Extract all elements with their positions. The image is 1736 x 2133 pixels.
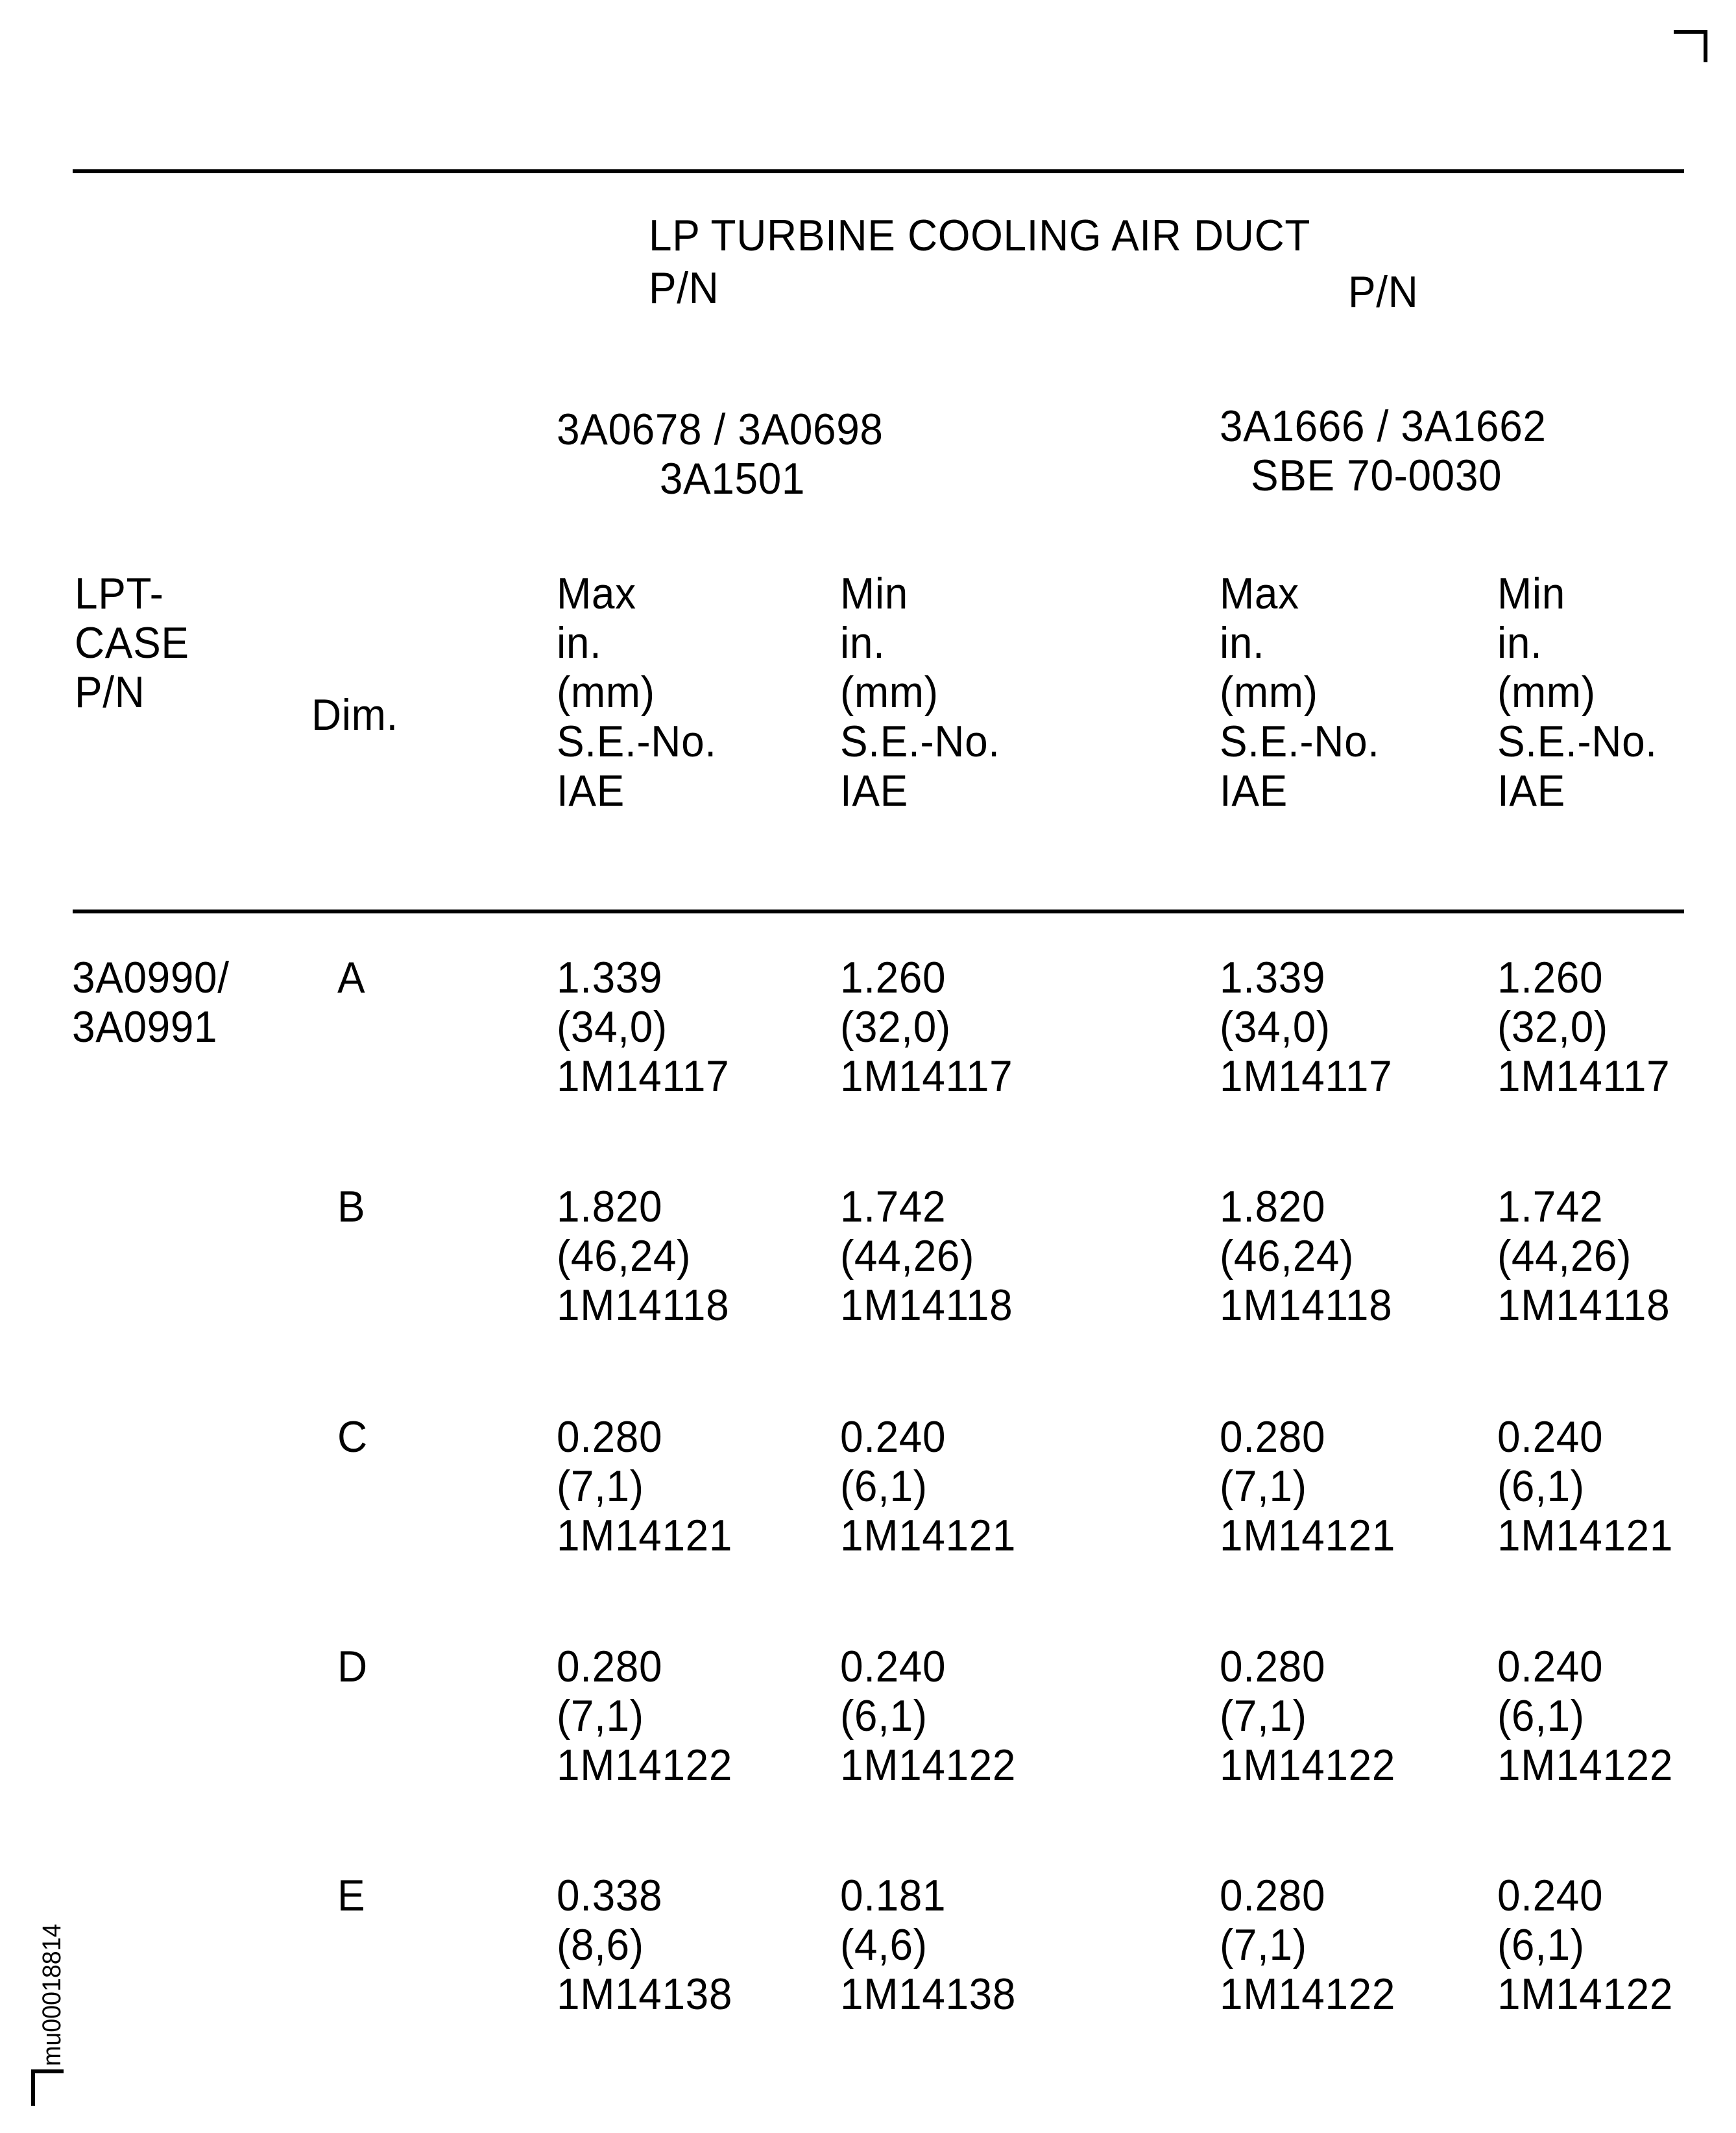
horizontal-rule-top — [73, 169, 1684, 173]
value-mm: (6,1) — [1497, 1462, 1585, 1511]
value-se-no: 1M14138 — [557, 1970, 733, 2019]
column-header-max-left — [557, 569, 717, 815]
crop-mark-top-right-horizontal — [1674, 30, 1707, 34]
horizontal-rule-header — [73, 910, 1684, 913]
value-mm: (6,1) — [1497, 1920, 1585, 1970]
pn-label-right: P/N — [1348, 267, 1419, 317]
col1-line-in: in. — [840, 618, 886, 668]
value-se-no: 1M14122 — [1220, 1741, 1396, 1790]
value-mm: (34,0) — [1220, 1002, 1331, 1052]
value-se-no: 1M14122 — [1497, 1741, 1674, 1790]
value-mm: (7,1) — [557, 1691, 644, 1741]
col2-line-mm: (mm) — [1220, 668, 1318, 717]
cell-a-min-right — [1497, 953, 1670, 1101]
case-header-line2: CASE — [75, 618, 189, 668]
col0-line-max: Max — [557, 569, 636, 618]
cell-a-max-left — [557, 953, 729, 1101]
cell-a-max-right — [1220, 953, 1392, 1101]
crop-mark-top-right-vertical — [1704, 30, 1707, 62]
cell-b-max-right — [1220, 1182, 1392, 1330]
value-mm: (44,26) — [1497, 1231, 1632, 1281]
value-se-no: 1M14118 — [557, 1281, 730, 1330]
dim-letter-e: E — [337, 1871, 366, 1920]
value-mm: (8,6) — [557, 1920, 644, 1970]
value-in: 1.820 — [1220, 1182, 1326, 1231]
column-header-max-right — [1220, 569, 1380, 815]
value-mm: (6,1) — [840, 1691, 928, 1741]
value-mm: (7,1) — [1220, 1462, 1307, 1511]
cell-c-max-left — [557, 1412, 732, 1560]
crop-mark-bottom-left-vertical — [31, 2069, 35, 2106]
part-group-right-line1: 3A1666 / 3A1662 — [1220, 402, 1547, 451]
value-in: 1.260 — [840, 953, 946, 1002]
col1-line-seno: S.E.-No. — [840, 717, 1000, 766]
value-se-no: 1M14121 — [1220, 1511, 1396, 1560]
value-in: 0.240 — [840, 1642, 946, 1691]
case-header-line1: LPT- — [75, 569, 164, 618]
cell-d-max-left — [557, 1642, 732, 1790]
cell-c-min-right — [1497, 1412, 1673, 1560]
cell-d-min-left — [840, 1642, 1016, 1790]
col1-line-iae: IAE — [840, 766, 908, 815]
value-se-no: 1M14117 — [557, 1052, 730, 1101]
col0-line-iae: IAE — [557, 766, 625, 815]
case-pn-line1: 3A0990/ — [72, 953, 230, 1002]
value-mm: (7,1) — [1220, 1920, 1307, 1970]
value-mm: (6,1) — [840, 1462, 928, 1511]
cell-e-max-right — [1220, 1871, 1395, 2019]
cell-d-min-right — [1497, 1642, 1673, 1790]
value-mm: (6,1) — [1497, 1691, 1585, 1741]
value-in: 0.280 — [557, 1412, 663, 1462]
value-in: 0.280 — [1220, 1412, 1326, 1462]
value-in: 0.240 — [1497, 1642, 1604, 1691]
value-se-no: 1M14118 — [840, 1281, 1013, 1330]
value-mm: (44,26) — [840, 1231, 975, 1281]
col0-line-mm: (mm) — [557, 668, 655, 717]
col2-line-in: in. — [1220, 618, 1265, 668]
value-in: 0.280 — [1220, 1871, 1326, 1920]
dim-letter-c: C — [337, 1412, 368, 1462]
dim-letter-b: B — [337, 1182, 366, 1231]
part-group-left — [557, 405, 884, 503]
col3-line-in: in. — [1497, 618, 1543, 668]
value-se-no: 1M14117 — [1497, 1052, 1670, 1101]
col2-line-max: Max — [1220, 569, 1299, 618]
pn-label-left: P/N — [649, 263, 719, 313]
case-pn-column-header — [75, 569, 189, 717]
value-in: 0.280 — [1220, 1642, 1326, 1691]
case-header-line3: P/N — [75, 668, 145, 717]
value-in: 1.260 — [1497, 953, 1604, 1002]
value-se-no: 1M14117 — [840, 1052, 1013, 1101]
value-se-no: 1M14122 — [1220, 1970, 1396, 2019]
value-in: 1.742 — [840, 1182, 946, 1231]
value-in: 1.339 — [1220, 953, 1326, 1002]
cell-e-min-left — [840, 1871, 1016, 2019]
value-in: 0.240 — [840, 1412, 946, 1462]
col0-line-in: in. — [557, 618, 602, 668]
part-group-left-line2: 3A1501 — [659, 454, 806, 503]
value-mm: (46,24) — [557, 1231, 692, 1281]
part-group-right-line2: SBE 70-0030 — [1250, 451, 1502, 500]
cell-b-min-right — [1497, 1182, 1670, 1330]
value-in: 1.742 — [1497, 1182, 1604, 1231]
value-se-no: 1M14121 — [840, 1511, 1017, 1560]
value-se-no: 1M14122 — [1497, 1970, 1674, 2019]
case-pn-line2: 3A0991 — [72, 1002, 218, 1052]
value-se-no: 1M14138 — [840, 1970, 1017, 2019]
value-in: 0.240 — [1497, 1412, 1604, 1462]
col3-line-iae: IAE — [1497, 766, 1565, 815]
value-mm: (34,0) — [557, 1002, 668, 1052]
value-se-no: 1M14118 — [1497, 1281, 1670, 1330]
value-mm: (7,1) — [557, 1462, 644, 1511]
value-mm: (7,1) — [1220, 1691, 1307, 1741]
document-id-vertical: mu00018814 — [38, 1923, 66, 2066]
case-pn-value — [72, 953, 230, 1052]
col3-line-seno: S.E.-No. — [1497, 717, 1658, 766]
value-se-no: 1M14122 — [557, 1741, 733, 1790]
cell-b-min-left — [840, 1182, 1013, 1330]
cell-a-min-left — [840, 953, 1013, 1101]
cell-b-max-left — [557, 1182, 729, 1330]
cell-e-max-left — [557, 1871, 732, 2019]
value-mm: (32,0) — [1497, 1002, 1608, 1052]
col1-line-mm: (mm) — [840, 668, 939, 717]
value-mm: (4,6) — [840, 1920, 928, 1970]
column-header-min-right — [1497, 569, 1658, 815]
cell-c-min-left — [840, 1412, 1016, 1560]
cell-c-max-right — [1220, 1412, 1395, 1560]
dim-letter-a: A — [337, 953, 366, 1002]
col3-line-min: Min — [1497, 569, 1565, 618]
value-mm: (46,24) — [1220, 1231, 1355, 1281]
value-se-no: 1M14117 — [1220, 1052, 1393, 1101]
col2-line-seno: S.E.-No. — [1220, 717, 1380, 766]
value-in: 1.820 — [557, 1182, 663, 1231]
value-se-no: 1M14118 — [1220, 1281, 1393, 1330]
value-se-no: 1M14121 — [1497, 1511, 1674, 1560]
crop-mark-bottom-left-horizontal — [31, 2069, 64, 2073]
column-header-min-left — [840, 569, 1000, 815]
col0-line-seno: S.E.-No. — [557, 717, 717, 766]
col2-line-iae: IAE — [1220, 766, 1288, 815]
col1-line-min: Min — [840, 569, 908, 618]
cell-d-max-right — [1220, 1642, 1395, 1790]
col3-line-mm: (mm) — [1497, 668, 1596, 717]
value-in: 0.240 — [1497, 1871, 1604, 1920]
part-group-right — [1220, 402, 1547, 500]
value-mm: (32,0) — [840, 1002, 951, 1052]
value-in: 0.181 — [840, 1871, 946, 1920]
page-title: LP TURBINE COOLING AIR DUCT — [649, 211, 1311, 260]
value-in: 0.280 — [557, 1642, 663, 1691]
value-in: 0.338 — [557, 1871, 663, 1920]
cell-e-min-right — [1497, 1871, 1673, 2019]
dim-letter-d: D — [337, 1642, 368, 1691]
value-se-no: 1M14122 — [840, 1741, 1017, 1790]
value-in: 1.339 — [557, 953, 663, 1002]
value-se-no: 1M14121 — [557, 1511, 733, 1560]
part-group-left-line1: 3A0678 / 3A0698 — [557, 405, 884, 454]
dim-column-header: Dim. — [311, 690, 398, 740]
